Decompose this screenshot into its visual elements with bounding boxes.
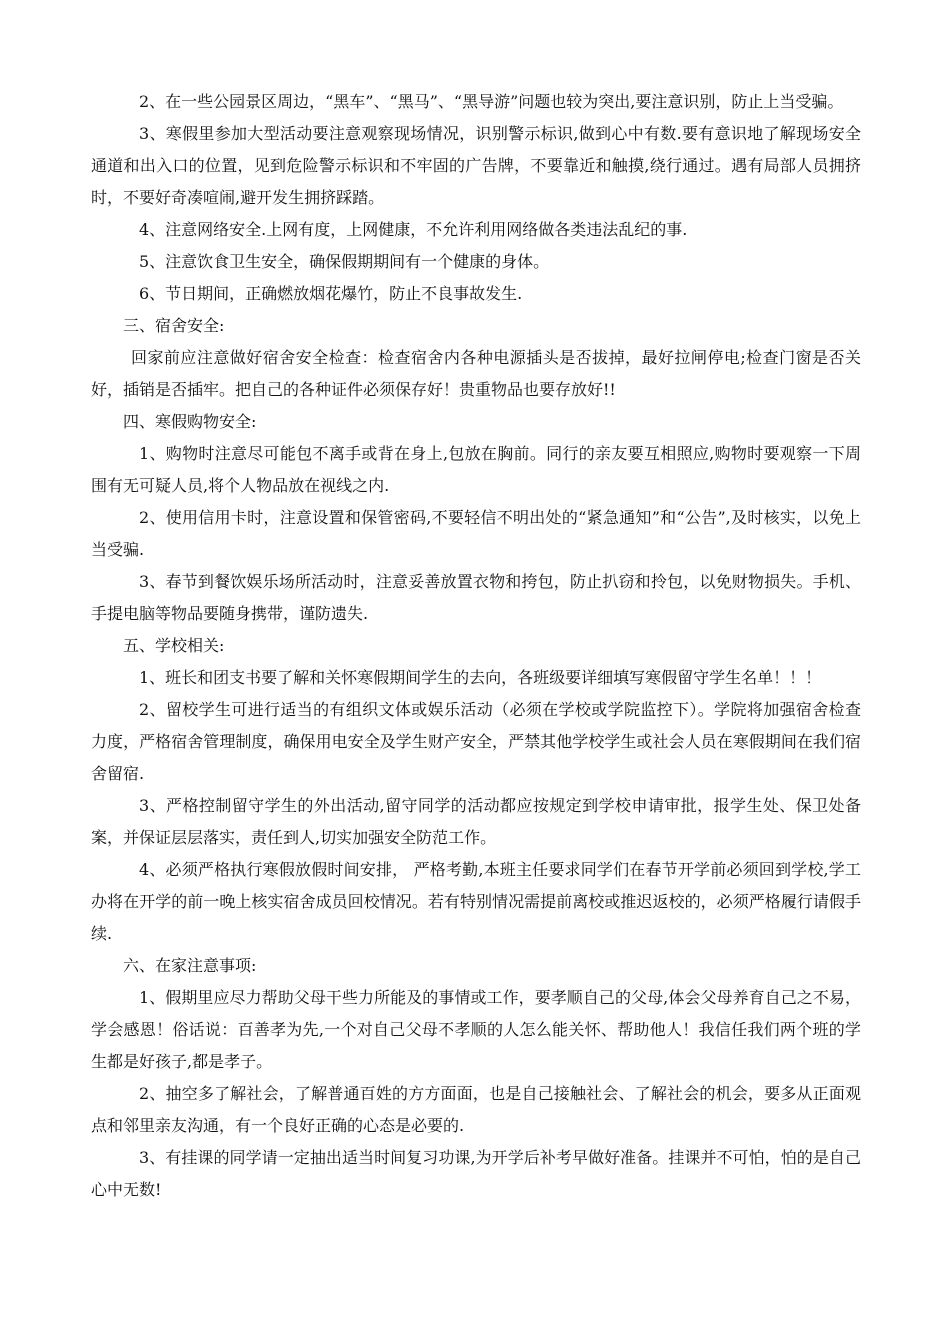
paragraph-item: 4、必须严格执行寒假放假时间安排， 严格考勤,本班主任要求同学们在春节开学前必须回到学校,学工办将在开学的前一晚上核实宿舍成员回校情况。若有特别情况需提前离校或推迟返校的，必须严格履行请假手续. bbox=[91, 860, 861, 943]
paragraph-item: 5、注意饮食卫生安全，确保假期期间有一个健康的身体。 bbox=[139, 252, 550, 271]
paragraph-item: 6、节日期间，正确燃放烟花爆竹，防止不良事故发生. bbox=[139, 284, 523, 303]
paragraph-item: 1、班长和团支书要了解和关怀寒假期间学生的去向，各班级要详细填写寒假留守学生名单！！！ bbox=[139, 668, 822, 687]
section-heading: 五、学校相关: bbox=[123, 636, 225, 655]
document-body bbox=[91, 86, 861, 1206]
paragraph-item: 3、春节到餐饮娱乐场所活动时，注意妥善放置衣物和挎包，防止扒窃和拎包，以免财物损失。手机、手提电脑等物品要随身携带，谨防遗失. bbox=[91, 572, 861, 623]
paragraph-item: 2、留校学生可进行适当的有组织文体或娱乐活动（必须在学校或学院监控下）。学院将加强宿舍检查力度，严格宿舍管理制度，确保用电安全及学生财产安全，严禁其他学校学生或社会人员在寒假期间在我们宿舍留宿. bbox=[91, 700, 861, 783]
section-heading: 六、在家注意事项: bbox=[123, 956, 257, 975]
paragraph-item: 2、在一些公园景区周边，“黑车”、“黑马”、“黑导游”问题也较为突出,要注意识别，防止上当受骗。 bbox=[139, 92, 844, 111]
section-heading: 四、寒假购物安全: bbox=[123, 412, 257, 431]
paragraph-item: 3、寒假里参加大型活动要注意观察现场情况，识别警示标识,做到心中有数.要有意识地了解现场安全通道和出入口的位置，见到危险警示标识和不牢固的广告牌，不要靠近和触摸,绕行通过。遇有局部人员拥挤时，不要好奇凑喧闹,避开发生拥挤踩踏。 bbox=[91, 124, 861, 207]
paragraph-item: 3、有挂课的同学请一定抽出适当时间复习功课,为开学后补考早做好准备。挂课并不可怕，怕的是自己心中无数! bbox=[91, 1148, 861, 1199]
section-heading: 三、宿舍安全: bbox=[123, 316, 225, 335]
paragraph-item: 3、严格控制留守学生的外出活动,留守同学的活动都应按规定到学校申请审批，报学生处、保卫处备案，并保证层层落实，责任到人,切实加强安全防范工作。 bbox=[91, 796, 861, 847]
paragraph-item: 2、抽空多了解社会，了解普通百姓的方方面面，也是自己接触社会、了解社会的机会，要多从正面观点和邻里亲友沟通，有一个良好正确的心态是必要的. bbox=[91, 1084, 861, 1135]
paragraph-item: 4、注意网络安全.上网有度，上网健康，不允许利用网络做各类违法乱纪的事. bbox=[139, 220, 688, 239]
paragraph-plain: 回家前应注意做好宿舍安全检查：检查宿舍内各种电源插头是否拔掉，最好拉闸停电;检查门窗是否关好，插销是否插牢。把自己的各种证件必须保存好！贵重物品也要存放好!! bbox=[91, 348, 861, 399]
paragraph-item: 2、使用信用卡时，注意设置和保管密码,不要轻信不明出处的“紧急通知”和“公告”,及时核实，以免上当受骗. bbox=[91, 508, 861, 559]
paragraph-item: 1、假期里应尽力帮助父母干些力所能及的事情或工作，要孝顺自己的父母,体会父母养育自己之不易，学会感恩！俗话说：百善孝为先,一个对自己父母不孝顺的人怎么能关怀、帮助他人！我信任我们两个班的学生都是好孩子,都是孝子。 bbox=[91, 988, 861, 1071]
paragraph-item: 1、购物时注意尽可能包不离手或背在身上,包放在胸前。同行的亲友要互相照应,购物时要观察一下周围有无可疑人员,将个人物品放在视线之内. bbox=[91, 444, 861, 495]
